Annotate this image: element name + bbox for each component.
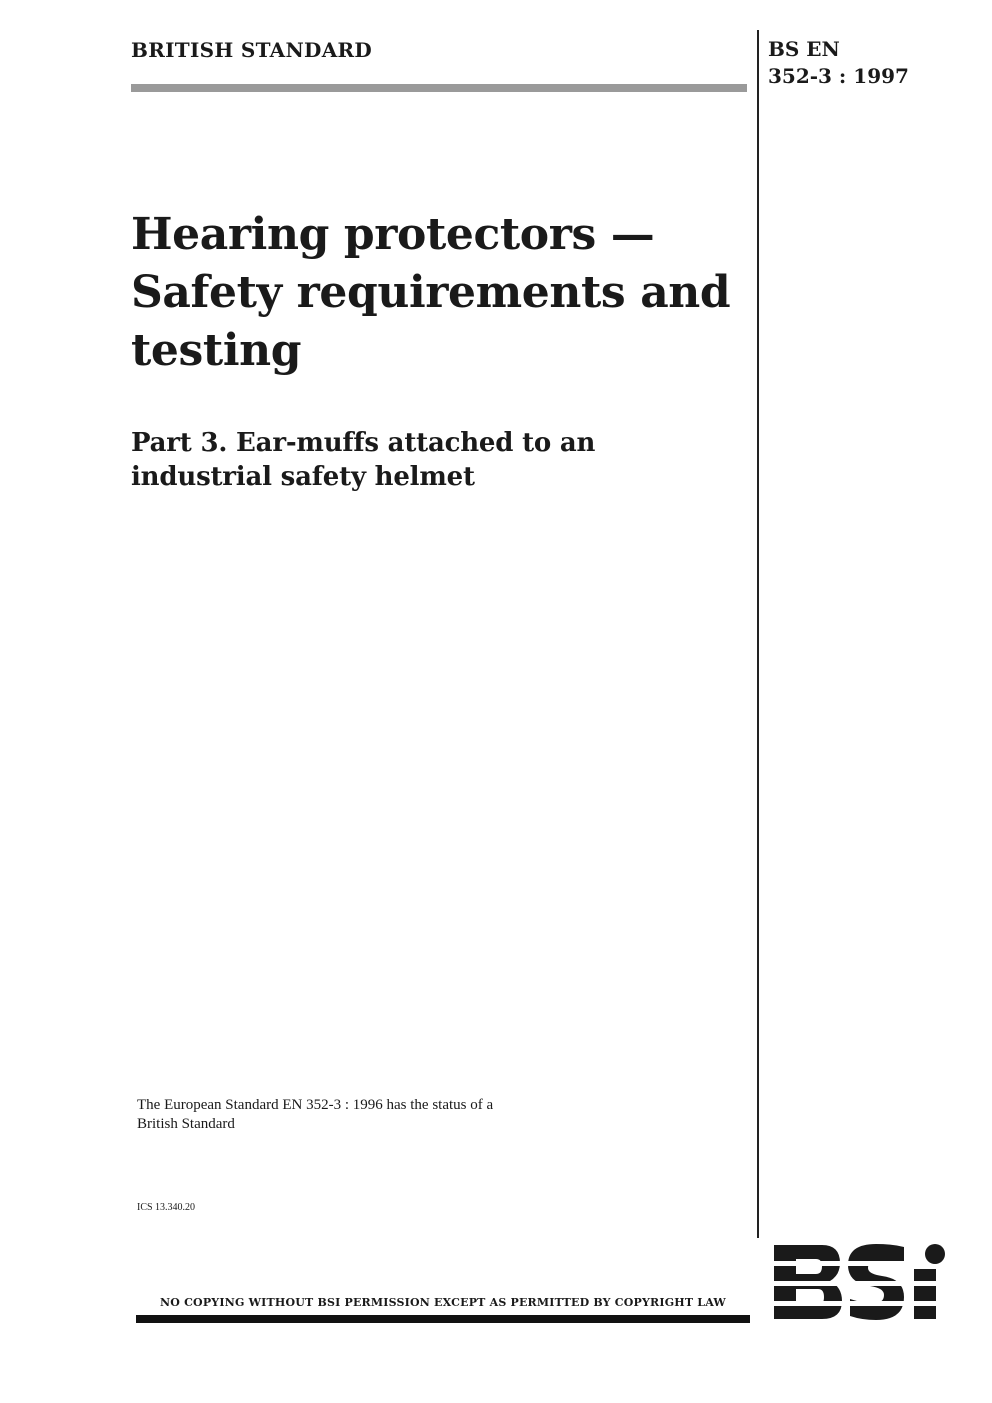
- ics-code: ICS 13.340.20: [137, 1202, 196, 1213]
- title-line1: Hearing protectors —: [131, 209, 655, 260]
- part-title-line1: Part 3. Ear-muffs attached to an: [131, 428, 596, 458]
- footer-rule: [136, 1315, 750, 1323]
- document-title: [131, 206, 751, 380]
- status-note-line2: British Standard: [137, 1116, 235, 1132]
- bsi-logo-icon: [774, 1243, 948, 1321]
- part-title: [131, 426, 751, 494]
- vertical-divider: [757, 30, 759, 1238]
- standard-number-line1: BS EN: [768, 37, 840, 61]
- title-line2: Safety requirements and: [131, 267, 731, 318]
- standard-number-line2: 352-3 : 1997: [768, 64, 909, 88]
- status-note-line1: The European Standard EN 352-3 : 1996 has the status of a: [137, 1097, 494, 1113]
- header-rule: [131, 84, 747, 92]
- part-title-line2: industrial safety helmet: [131, 462, 475, 492]
- title-line3: testing: [131, 325, 302, 376]
- document-category-label: BRITISH STANDARD: [131, 38, 373, 62]
- copyright-notice: NO COPYING WITHOUT BSI PERMISSION EXCEPT AS PERMITTED BY COPYRIGHT LAW: [160, 1296, 726, 1309]
- status-note: [137, 1096, 597, 1134]
- standard-number: [768, 36, 909, 90]
